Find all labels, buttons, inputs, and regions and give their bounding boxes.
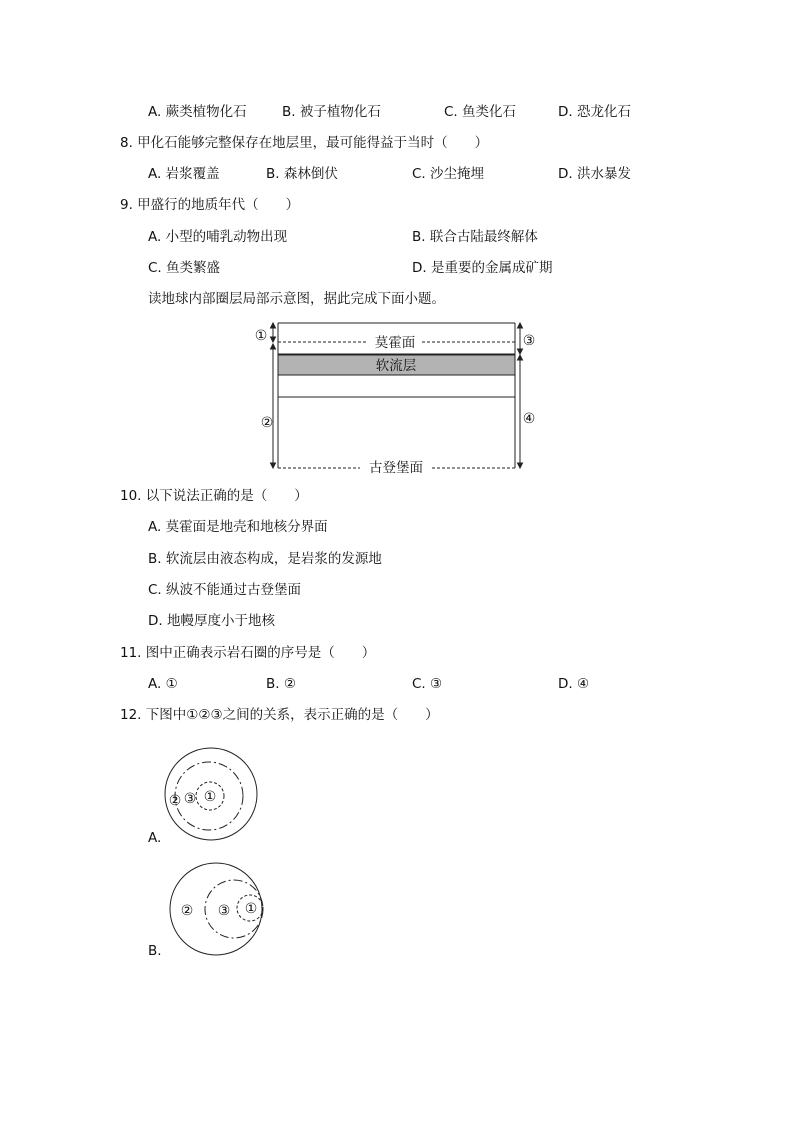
q12-figure-a (160, 746, 265, 844)
q9-option-b: B. 联合古陆最终解体 (412, 229, 538, 245)
q12-option-a-label: A. (148, 830, 162, 846)
q7-option-b: B. 被子植物化石 (282, 104, 381, 120)
q10-option-d: D. 地幔厚度小于地核 (148, 613, 275, 629)
fig-b-label-1: ① (244, 901, 258, 917)
q11-option-c: C. ③ (412, 676, 443, 692)
q11-option-b: B. ② (266, 676, 296, 692)
q10-option-b: B. 软流层由液态构成，是岩浆的发源地 (148, 551, 382, 567)
q11-option-d: D. ④ (558, 676, 590, 692)
q11-option-a: A. ① (148, 676, 178, 692)
earth-interior-diagram (250, 318, 545, 480)
q12-option-b-label: B. (148, 943, 162, 959)
q7-option-c: C. 鱼类化石 (444, 104, 517, 120)
q8-stem: 8. 甲化石能够完整保存在地层里，最可能得益于当时（ ） (120, 135, 489, 151)
q9-option-a: A. 小型的哺乳动物出现 (148, 229, 288, 245)
q10-option-a: A. 莫霍面是地壳和地核分界面 (148, 519, 328, 535)
fig-a-label-2: ② (168, 793, 182, 809)
fig-b-label-3: ③ (217, 903, 231, 919)
q10-stem: 10. 以下说法正确的是（ ） (120, 488, 308, 504)
q8-option-a: A. 岩浆覆盖 (148, 166, 220, 182)
q12-figure-b (168, 860, 273, 958)
diagram-intro: 读地球内部圈层局部示意图，据此完成下面小题。 (148, 291, 445, 307)
fig-a-label-3: ③ (183, 791, 197, 807)
gutenberg-label: 古登堡面 (369, 460, 423, 476)
q9-stem: 9. 甲盛行的地质年代（ ） (120, 197, 300, 213)
q12-stem: 12. 下图中①②③之间的关系，表示正确的是（ ） (120, 707, 439, 723)
fig-b-label-2: ② (180, 903, 194, 919)
asthenosphere-label: 软流层 (375, 358, 417, 374)
fig-a-label-1: ① (203, 789, 217, 805)
moho-label: 莫霍面 (374, 335, 416, 351)
marker-1: ① (254, 328, 268, 344)
q9-option-d: D. 是重要的金属成矿期 (412, 260, 553, 276)
q9-option-c: C. 鱼类繁盛 (148, 260, 221, 276)
q7-option-a: A. 蕨类植物化石 (148, 104, 247, 120)
marker-2: ② (260, 415, 274, 431)
q8-option-c: C. 沙尘掩埋 (412, 166, 485, 182)
marker-3: ③ (522, 333, 536, 349)
marker-4: ④ (522, 411, 536, 427)
q10-option-c: C. 纵波不能通过古登堡面 (148, 582, 302, 598)
q11-stem: 11. 图中正确表示岩石圈的序号是（ ） (120, 645, 376, 661)
q8-option-d: D. 洪水暴发 (558, 166, 631, 182)
q8-option-b: B. 森林倒伏 (266, 166, 338, 182)
q7-option-d: D. 恐龙化石 (558, 104, 631, 120)
